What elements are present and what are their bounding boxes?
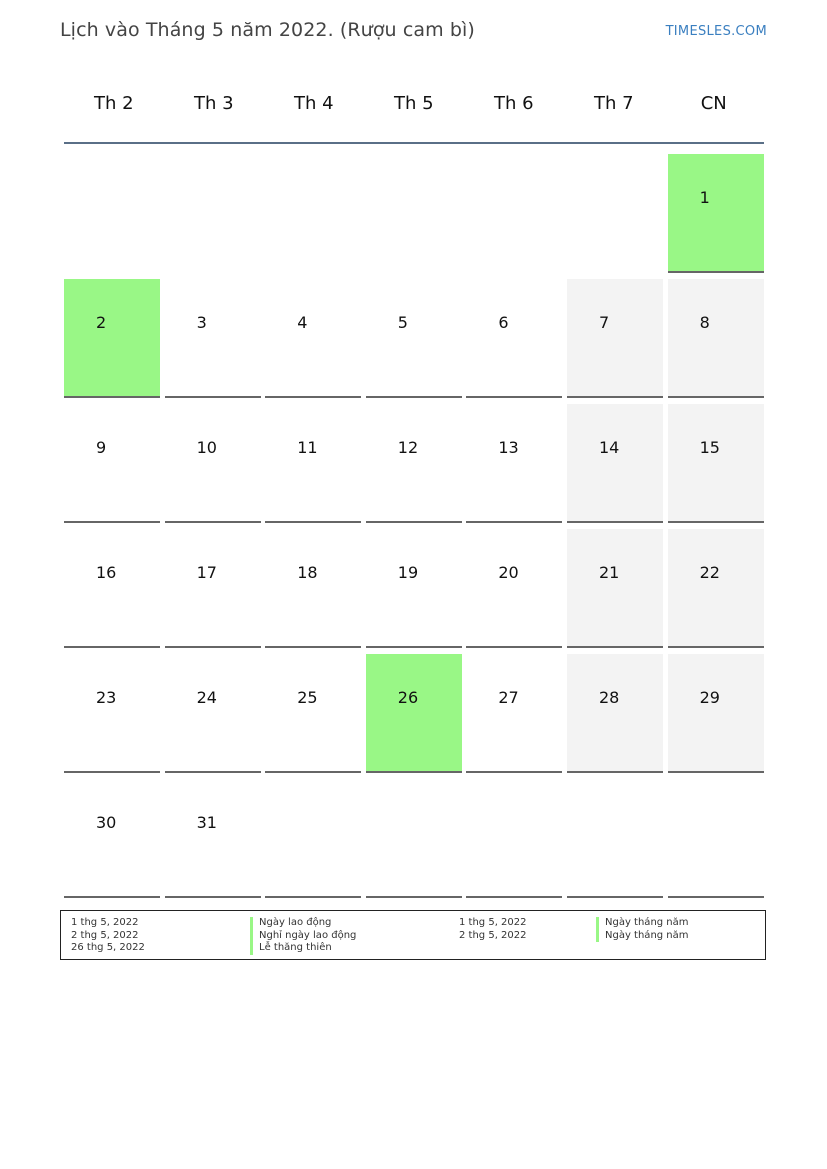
empty-day-cell <box>265 154 361 273</box>
day-cell <box>567 654 663 773</box>
calendar-weeks <box>64 150 764 900</box>
day-cell <box>668 529 764 648</box>
legend-holiday-name: Nghỉ ngày lao động <box>250 930 356 943</box>
day-cell <box>567 529 663 648</box>
calendar-week-row <box>64 275 764 400</box>
empty-day-cell <box>668 779 764 898</box>
day-number: 4 <box>297 313 308 332</box>
calendar-week-row <box>64 150 764 275</box>
day-cell <box>64 279 160 398</box>
day-cell <box>165 279 261 398</box>
day-cell <box>466 654 562 773</box>
day-cell <box>165 404 261 523</box>
empty-day-cell <box>366 779 462 898</box>
day-number: 23 <box>96 688 117 707</box>
day-cell <box>265 529 361 648</box>
day-number: 15 <box>699 438 720 457</box>
day-number: 25 <box>297 688 318 707</box>
legend-names-col-1 <box>250 917 356 955</box>
day-cell <box>165 654 261 773</box>
legend-date: 26 thg 5, 2022 <box>71 942 145 953</box>
day-cell <box>165 779 261 898</box>
day-number: 14 <box>598 438 620 457</box>
calendar-week-row <box>64 525 764 650</box>
day-number: 19 <box>397 563 419 582</box>
legend-dates-col-2 <box>459 917 527 942</box>
day-cell <box>64 654 160 773</box>
legend-date: 2 thg 5, 2022 <box>71 929 139 941</box>
weekday-sunday: CN <box>700 93 727 114</box>
day-cell <box>366 654 462 773</box>
empty-day-cell <box>466 154 562 273</box>
day-cell <box>466 529 562 648</box>
day-cell <box>64 404 160 523</box>
legend-dates-col-1 <box>71 917 145 955</box>
day-number: 12 <box>397 438 419 457</box>
day-cell <box>64 779 160 898</box>
day-number: 13 <box>498 438 519 457</box>
brand-link[interactable]: TIMESLES.COM <box>665 24 767 39</box>
legend-names-col-2 <box>596 917 689 942</box>
day-number: 6 <box>498 313 509 332</box>
weekday-tuesday: Th 3 <box>193 93 234 114</box>
day-number: 17 <box>196 563 217 582</box>
weekday-monday: Th 2 <box>93 93 134 114</box>
day-cell <box>366 529 462 648</box>
day-cell <box>64 529 160 648</box>
empty-day-cell <box>466 779 562 898</box>
day-cell <box>466 404 562 523</box>
calendar-grid <box>64 70 764 900</box>
day-number: 7 <box>598 313 610 332</box>
day-cell <box>567 404 663 523</box>
weekday-wednesday: Th 4 <box>293 93 334 114</box>
legend-holiday-name: Ngày tháng năm <box>596 930 689 943</box>
day-number: 31 <box>196 813 217 832</box>
weekday-thursday: Th 5 <box>393 93 434 114</box>
day-cell <box>366 279 462 398</box>
day-number: 10 <box>196 438 217 457</box>
day-cell <box>668 654 764 773</box>
legend-holiday-name: Ngày lao động <box>250 917 356 930</box>
day-cell <box>165 529 261 648</box>
day-cell <box>265 654 361 773</box>
empty-day-cell <box>366 154 462 273</box>
day-cell <box>466 279 562 398</box>
day-number: 11 <box>297 438 318 457</box>
day-number: 26 <box>397 688 419 707</box>
day-number: 1 <box>699 188 710 207</box>
empty-day-cell <box>567 154 663 273</box>
empty-day-cell <box>265 779 361 898</box>
day-cell <box>567 279 663 398</box>
day-number: 5 <box>397 313 408 332</box>
legend-date: 2 thg 5, 2022 <box>459 929 527 941</box>
day-cell <box>366 404 462 523</box>
legend-holiday-name: Ngày tháng năm <box>596 917 689 930</box>
empty-day-cell <box>165 154 261 273</box>
holiday-legend <box>60 910 766 960</box>
day-cell <box>668 154 764 273</box>
day-cell <box>668 279 764 398</box>
day-cell <box>668 404 764 523</box>
day-number: 2 <box>96 313 107 332</box>
day-number: 16 <box>96 563 117 582</box>
legend-date: 1 thg 5, 2022 <box>71 917 139 928</box>
day-number: 3 <box>196 313 207 332</box>
calendar-week-row <box>64 775 764 900</box>
empty-day-cell <box>64 154 160 273</box>
day-number: 20 <box>498 563 519 582</box>
day-number: 27 <box>498 688 519 707</box>
empty-day-cell <box>567 779 663 898</box>
day-number: 29 <box>699 688 720 707</box>
calendar-week-row <box>64 400 764 525</box>
day-cell <box>265 404 361 523</box>
day-number: 30 <box>96 813 117 832</box>
day-number: 22 <box>699 563 720 582</box>
weekday-header-row <box>64 70 764 144</box>
day-number: 18 <box>297 563 318 582</box>
calendar-week-row <box>64 650 764 775</box>
day-cell <box>265 279 361 398</box>
day-number: 24 <box>196 688 217 707</box>
page-title: Lịch vào Tháng 5 năm 2022. (Rượu cam bì) <box>60 19 475 41</box>
weekday-friday: Th 6 <box>493 93 534 114</box>
weekday-saturday: Th 7 <box>593 93 634 114</box>
day-number: 21 <box>598 563 620 582</box>
day-number: 8 <box>699 313 710 332</box>
legend-date: 1 thg 5, 2022 <box>459 917 527 928</box>
day-number: 28 <box>598 688 620 707</box>
day-number: 9 <box>96 438 107 457</box>
legend-holiday-name: Lễ thăng thiên <box>250 942 356 955</box>
